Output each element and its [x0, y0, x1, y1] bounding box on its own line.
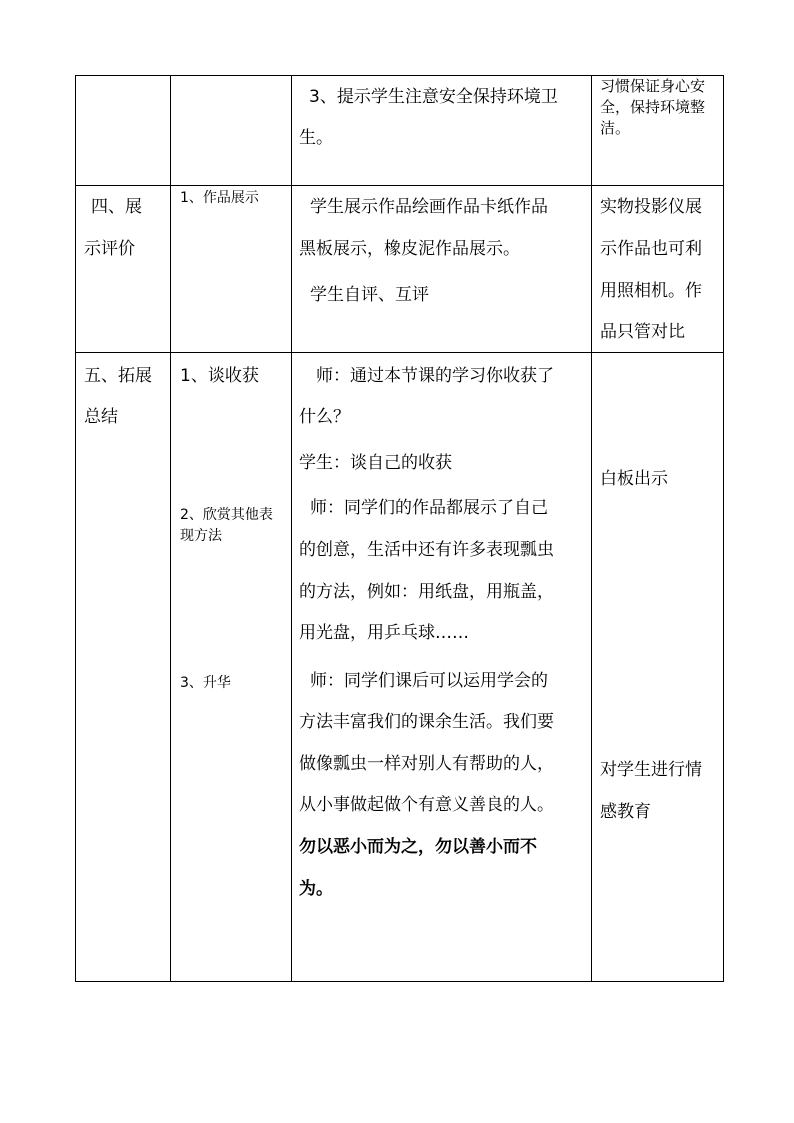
cell-text: 品只管对比: [600, 322, 685, 342]
cell-text: 生。: [299, 128, 333, 148]
column-divider-3: [591, 75, 592, 982]
step-label: 现方法: [180, 528, 222, 544]
step-label: 2、欣赏其他表: [180, 507, 273, 523]
cell-text: 做像瓢虫一样对别人有帮助的人，: [299, 754, 554, 774]
section-title: 示评价: [84, 239, 135, 259]
cell-text: 示作品也可利: [600, 239, 702, 259]
cell-text: 的创意，生活中还有许多表现瓢虫: [299, 540, 554, 560]
cell-text: 学生：谈自己的收获: [299, 453, 452, 473]
motto-text: 勿以恶小而为之，勿以善小而不: [299, 837, 537, 857]
row-divider-1: [75, 185, 724, 186]
step-label: 1、谈收获: [180, 366, 259, 386]
cell-text: 全，保持环境整: [600, 98, 706, 116]
column-divider-2: [291, 75, 292, 982]
table-border-top: [75, 75, 724, 76]
section-title: 四、展: [91, 197, 142, 217]
step-label: 3、升华: [180, 675, 231, 691]
cell-text: 白板出示: [600, 469, 668, 489]
cell-text: 用照相机。作: [600, 281, 702, 301]
cell-text: 用光盘，用乒乓球……: [299, 623, 469, 643]
row-divider-2: [75, 352, 724, 353]
cell-text: 从小事做起做个有意义善良的人。: [299, 795, 554, 815]
section-title: 总结: [84, 407, 118, 427]
cell-text: 的方法，例如：用纸盘，用瓶盖，: [299, 582, 554, 602]
cell-text: 感教育: [600, 802, 651, 822]
table-border-right: [723, 75, 724, 982]
cell-text: 习惯保证身心安: [600, 77, 706, 95]
cell-text: 洁。: [600, 119, 631, 137]
motto-text: 为。: [299, 879, 333, 899]
cell-text: 什么？: [299, 407, 350, 427]
cell-text: 师：同学们课后可以运用学会的: [310, 671, 548, 691]
cell-text: 实物投影仪展: [600, 197, 702, 217]
table-border-left: [75, 75, 76, 982]
cell-text: 师：通过本节课的学习你收获了: [316, 366, 554, 386]
table-border-bottom: [75, 981, 724, 982]
cell-text: 对学生进行情: [600, 760, 702, 780]
cell-text: 学生展示作品绘画作品卡纸作品: [310, 197, 548, 217]
cell-text: 3、提示学生注意安全保持环境卫: [309, 87, 558, 107]
cell-text: 黑板展示，橡皮泥作品展示。: [299, 239, 520, 259]
column-divider-1: [170, 75, 171, 982]
cell-text: 方法丰富我们的课余生活。我们要: [299, 712, 554, 732]
section-title: 五、拓展: [84, 366, 152, 386]
cell-text: 师：同学们的作品都展示了自己: [310, 498, 548, 518]
cell-text: 学生自评、互评: [310, 285, 429, 305]
step-label: 1、作品展示: [180, 190, 259, 206]
